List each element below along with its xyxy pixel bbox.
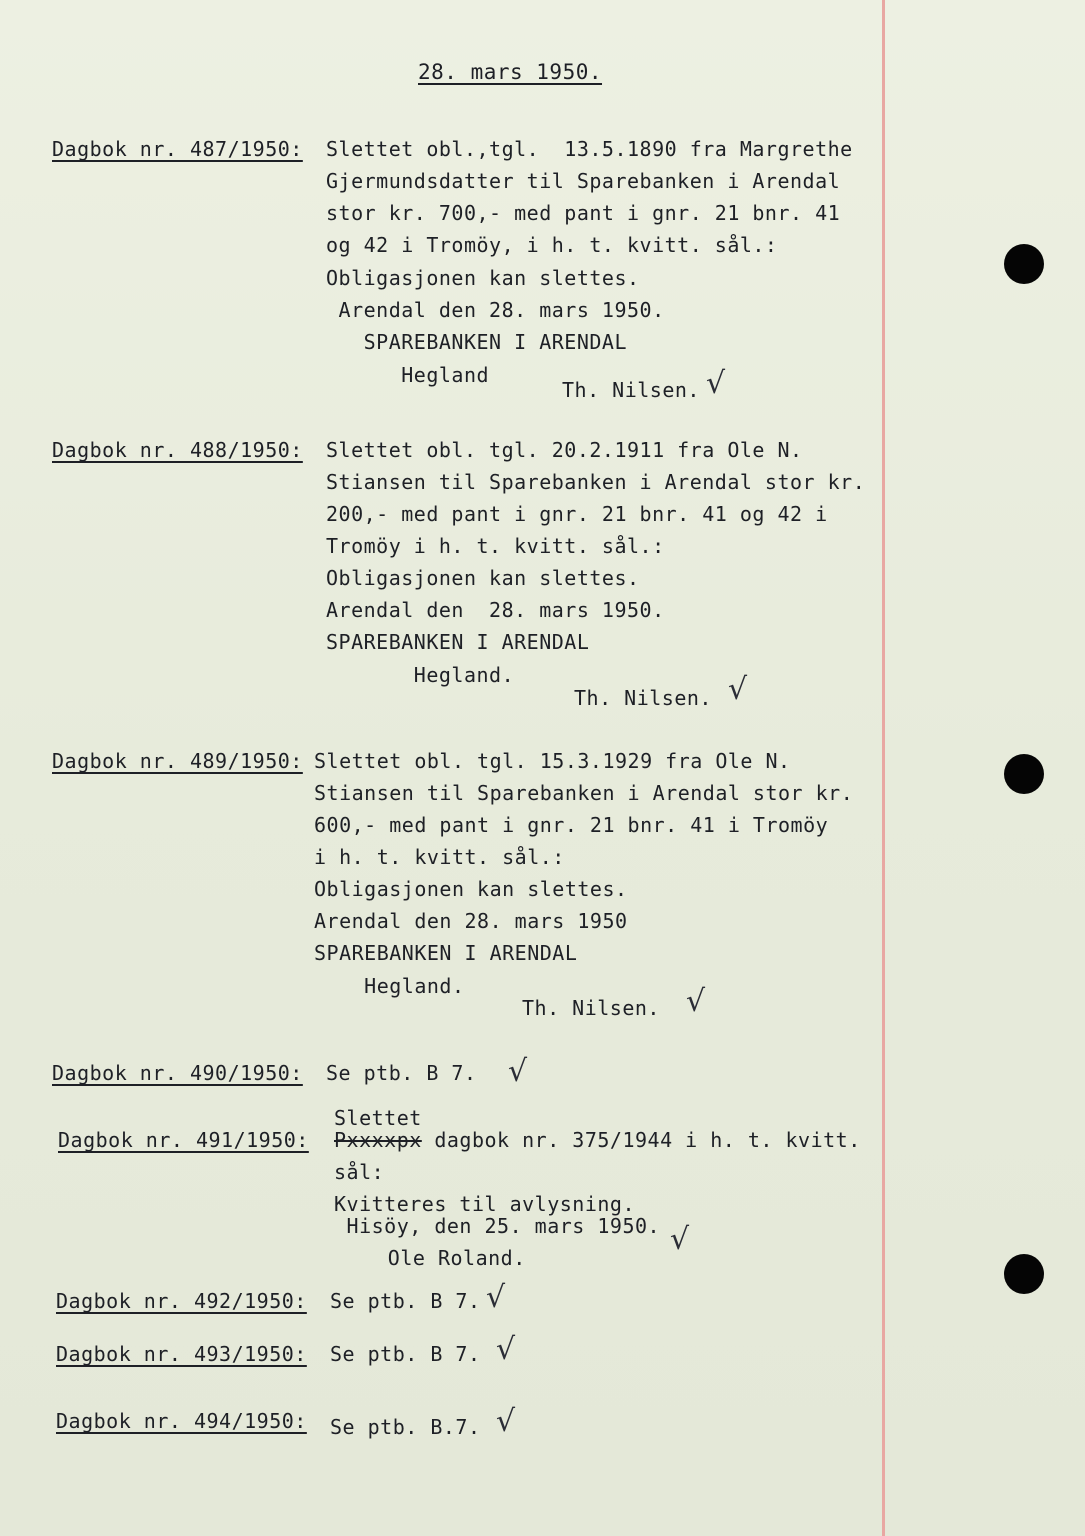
entry-487-line: Obligasjonen kan slettes. xyxy=(326,266,640,290)
entry-489-label: Dagbok nr. 489/1950: xyxy=(52,749,303,773)
entry-487-label: Dagbok nr. 487/1950: xyxy=(52,137,303,161)
checkmark-icon: √ xyxy=(496,1332,516,1367)
entry-488-line: Arendal den 28. mars 1950. xyxy=(326,598,665,622)
entry-488-line: SPAREBANKEN I ARENDAL xyxy=(326,630,590,654)
entry-491-inserted: Slettet xyxy=(334,1106,422,1130)
entry-487-line: Gjermundsdatter til Sparebanken i Arendal xyxy=(326,169,841,193)
entry-487-signature: Th. Nilsen. xyxy=(562,378,700,402)
entry-488-line: 200,- med pant i gnr. 21 bnr. 41 og 42 i xyxy=(326,502,828,526)
entry-489-line: Arendal den 28. mars 1950 xyxy=(314,909,628,933)
checkmark-icon: √ xyxy=(486,1280,506,1315)
entry-489-signature: Th. Nilsen. xyxy=(522,996,660,1020)
entry-491-line: sål: xyxy=(334,1160,385,1184)
entry-491-line: Ole Roland. xyxy=(300,1246,526,1270)
checkmark-icon: √ xyxy=(728,672,748,707)
entry-490-text: Se ptb. B 7. xyxy=(326,1061,477,1085)
entry-487-line: og 42 i Tromöy, i h. t. kvitt. sål.: xyxy=(326,233,778,257)
entry-494-text: Se ptb. B.7. xyxy=(330,1415,481,1439)
red-margin-line xyxy=(882,0,885,1536)
entry-487-line: Arendal den 28. mars 1950. xyxy=(326,298,665,322)
checkmark-icon: √ xyxy=(508,1054,528,1089)
entry-491-line1 xyxy=(334,1128,861,1152)
binder-hole-icon xyxy=(1004,244,1044,284)
checkmark-icon: √ xyxy=(686,984,706,1019)
entry-490-label: Dagbok nr. 490/1950: xyxy=(52,1061,303,1085)
binder-hole-icon xyxy=(1004,754,1044,794)
date-heading: 28. mars 1950. xyxy=(418,60,603,84)
entry-493-label: Dagbok nr. 493/1950: xyxy=(56,1342,307,1366)
entry-488-line: Obligasjonen kan slettes. xyxy=(326,566,640,590)
checkmark-icon: √ xyxy=(706,366,726,401)
entry-491-line1-text: dagbok nr. 375/1944 i h. t. kvitt. xyxy=(421,1128,861,1152)
entry-494-label: Dagbok nr. 494/1950: xyxy=(56,1409,307,1433)
entry-489-line: Stiansen til Sparebanken i Arendal stor kr. xyxy=(314,781,854,805)
checkmark-icon: √ xyxy=(670,1222,690,1257)
entry-488-line: Hegland. xyxy=(326,663,515,687)
entry-487-line: Hegland xyxy=(326,363,490,387)
entry-493-text: Se ptb. B 7. xyxy=(330,1342,481,1366)
entry-492-text: Se ptb. B 7. xyxy=(330,1289,481,1313)
entry-488-line: Tromöy i h. t. kvitt. sål.: xyxy=(326,534,665,558)
entry-488-line: Slettet obl. tgl. 20.2.1911 fra Ole N. xyxy=(326,438,803,462)
binder-hole-icon xyxy=(1004,1254,1044,1294)
entry-487-line: stor kr. 700,- med pant i gnr. 21 bnr. 41 xyxy=(326,201,841,225)
entry-489-line: SPAREBANKEN I ARENDAL xyxy=(314,941,578,965)
entry-491-label: Dagbok nr. 491/1950: xyxy=(58,1128,309,1152)
entry-491-struck: Pxxxxpx xyxy=(334,1128,422,1152)
entry-487-line: Slettet obl.,tgl. 13.5.1890 fra Margrethe xyxy=(326,137,853,161)
checkmark-icon: √ xyxy=(496,1404,516,1439)
entry-488-line: Stiansen til Sparebanken i Arendal stor kr. xyxy=(326,470,866,494)
entry-491-line: Kvitteres til avlysning. xyxy=(334,1192,635,1216)
entry-488-label: Dagbok nr. 488/1950: xyxy=(52,438,303,462)
entry-489-line: Hegland. xyxy=(314,974,465,998)
entry-488-signature: Th. Nilsen. xyxy=(574,686,712,710)
entry-487-line: SPAREBANKEN I ARENDAL xyxy=(326,330,627,354)
entry-489-line: Slettet obl. tgl. 15.3.1929 fra Ole N. xyxy=(314,749,791,773)
entry-489-line: Obligasjonen kan slettes. xyxy=(314,877,628,901)
entry-489-line: i h. t. kvitt. sål.: xyxy=(314,845,565,869)
entry-489-line: 600,- med pant i gnr. 21 bnr. 41 i Tromöy xyxy=(314,813,829,837)
entry-491-line: Hisöy, den 25. mars 1950. xyxy=(334,1214,661,1238)
entry-492-label: Dagbok nr. 492/1950: xyxy=(56,1289,307,1313)
